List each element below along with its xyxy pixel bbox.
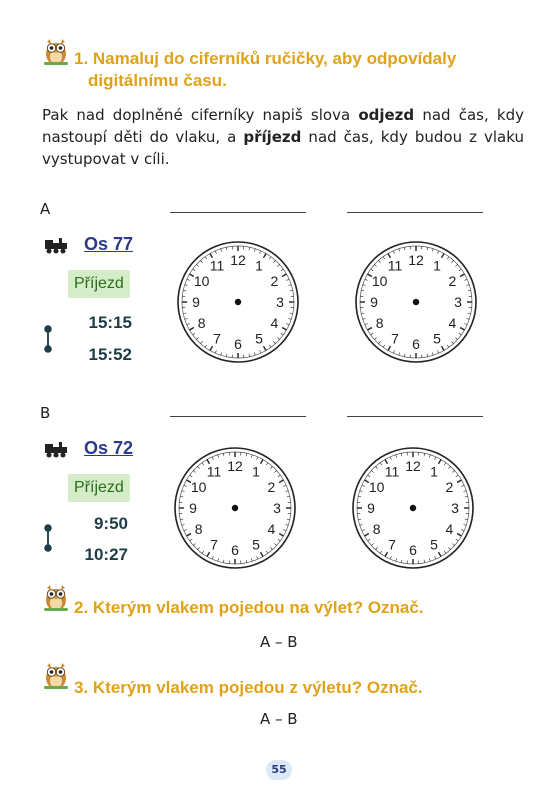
word-odjezd: odjezd xyxy=(358,106,415,124)
time-departure-b: 9:50 xyxy=(93,514,128,533)
task3-answer-options[interactable]: A – B xyxy=(260,710,298,728)
time-arrival-b: 10:27 xyxy=(84,545,128,564)
write-line-b-right[interactable] xyxy=(347,416,483,417)
badge-b: Příjezd xyxy=(68,474,130,502)
clock-number: 12 xyxy=(230,252,246,268)
task2-title: 2. Kterým vlakem pojedou na výlet? Označ. xyxy=(74,598,424,617)
clock-number: 2 xyxy=(445,479,454,495)
section-a-label: A xyxy=(40,200,51,218)
clock-face[interactable] xyxy=(172,445,298,571)
clock-number: 1 xyxy=(430,463,438,480)
clock-number: 9 xyxy=(189,500,197,516)
clock-number: 3 xyxy=(276,294,284,310)
clock-number: 12 xyxy=(227,458,243,474)
clock-number: 10 xyxy=(371,273,388,289)
clock-number: 8 xyxy=(372,521,381,537)
clock-number: 2 xyxy=(267,479,276,495)
clock-number: 11 xyxy=(384,463,400,480)
clock-number: 3 xyxy=(273,500,281,516)
write-line-b-left[interactable] xyxy=(170,416,306,417)
clock-number: 11 xyxy=(206,463,222,480)
clock-center xyxy=(235,299,241,305)
clock-number: 10 xyxy=(368,479,385,495)
clock-number: 2 xyxy=(448,273,457,289)
clock-number: 7 xyxy=(213,330,221,347)
clock-number: 4 xyxy=(445,521,454,537)
clock-number: 8 xyxy=(197,315,206,331)
clock-number: 1 xyxy=(255,257,263,274)
section-b-label: B xyxy=(40,404,51,422)
clock-number: 6 xyxy=(231,542,239,558)
clock-number: 6 xyxy=(409,542,417,558)
owl-icon xyxy=(42,660,70,690)
badge-a: Příjezd xyxy=(68,270,130,298)
clock-face[interactable] xyxy=(350,445,476,571)
clock-number: 8 xyxy=(375,315,384,331)
clock-number: 12 xyxy=(405,458,421,474)
clock-face[interactable] xyxy=(175,239,301,365)
page-number: 55 xyxy=(266,760,292,780)
task1-title-line1: 1. Namaluj do ciferníků ručičky, aby odpovídaly xyxy=(74,49,457,68)
write-line-a-right[interactable] xyxy=(347,212,483,213)
clock-number: 10 xyxy=(193,273,210,289)
route-indicator-a xyxy=(43,315,53,363)
clock-number: 10 xyxy=(190,479,207,495)
clock-number: 7 xyxy=(210,536,218,553)
clock-number: 12 xyxy=(408,252,424,268)
task1-instructions: Pak nad doplněné ciferníky napiš slova odjezd nad čas, kdy nastoupí děti do vlaku, a příjezd nad čas, kdy budou z vlaku vystupovat v cíli. xyxy=(42,106,524,168)
clock-number: 2 xyxy=(270,273,279,289)
time-departure-a: 15:15 xyxy=(88,313,132,332)
route-indicator-b xyxy=(43,514,53,562)
clock-center xyxy=(413,299,419,305)
clock-number: 1 xyxy=(252,463,260,480)
clock-number: 11 xyxy=(387,257,403,274)
clock-number: 6 xyxy=(234,336,242,352)
clock-number: 9 xyxy=(192,294,200,310)
clock-number: 5 xyxy=(433,330,441,347)
task1-title-line2: digitálnímu času. xyxy=(88,71,227,90)
clock-number: 6 xyxy=(412,336,420,352)
clock-number: 9 xyxy=(370,294,378,310)
train-name-b: Os 72 xyxy=(84,438,134,458)
write-line-a-left[interactable] xyxy=(170,212,306,213)
task3-title: 3. Kterým vlakem pojedou z výletu? Označ. xyxy=(74,678,423,697)
clock-center xyxy=(410,505,416,511)
train-icon xyxy=(44,441,70,459)
train-icon xyxy=(44,237,70,255)
clock-center xyxy=(232,505,238,511)
clock-number: 11 xyxy=(209,257,225,274)
owl-icon xyxy=(42,582,70,612)
word-prijezd: příjezd xyxy=(243,128,302,146)
clock-number: 1 xyxy=(433,257,441,274)
clock-number: 5 xyxy=(255,330,263,347)
clock-number: 3 xyxy=(451,500,459,516)
clock-number: 3 xyxy=(454,294,462,310)
clock-number: 4 xyxy=(267,521,276,537)
clock-number: 7 xyxy=(391,330,399,347)
clock-number: 8 xyxy=(194,521,203,537)
clock-number: 9 xyxy=(367,500,375,516)
clock-face[interactable] xyxy=(353,239,479,365)
owl-icon xyxy=(42,36,70,66)
clock-number: 5 xyxy=(430,536,438,553)
time-arrival-a: 15:52 xyxy=(88,345,132,364)
task2-answer-options[interactable]: A – B xyxy=(260,633,298,651)
clock-number: 4 xyxy=(270,315,279,331)
clock-number: 4 xyxy=(448,315,457,331)
clock-number: 7 xyxy=(388,536,396,553)
train-name-a: Os 77 xyxy=(84,234,134,254)
clock-number: 5 xyxy=(252,536,260,553)
